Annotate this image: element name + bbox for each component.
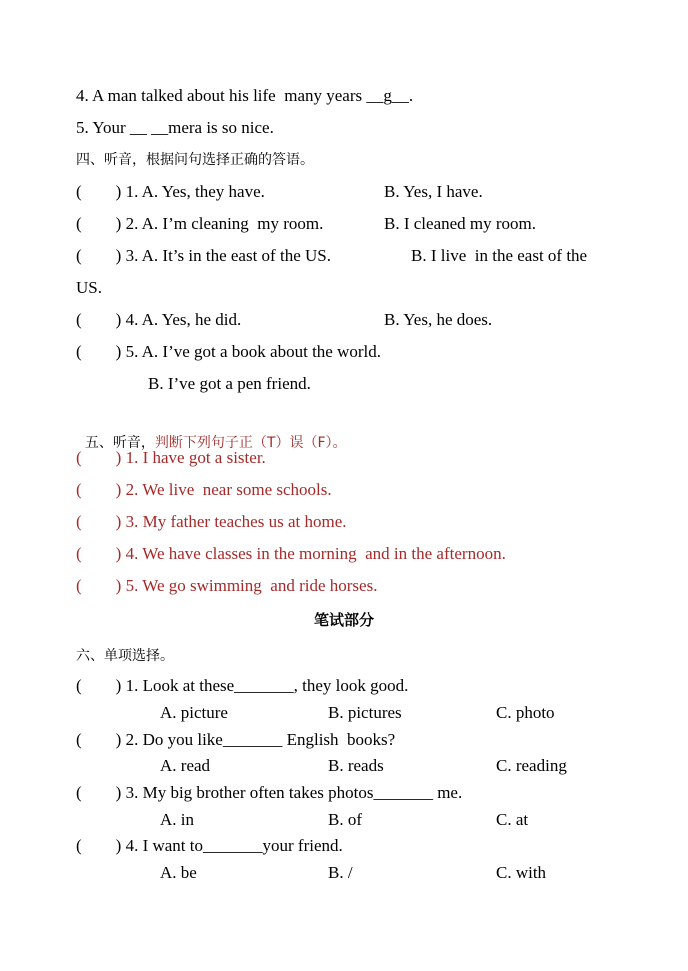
p6-q2-option-a: A. read (160, 756, 211, 775)
p5-item-5: ( ) 5. We go swimming and ride horses. (76, 576, 378, 595)
p6-q2-option-b: B. reads (328, 756, 384, 775)
p4-q3-wrap: US. (76, 278, 102, 297)
p5-item-4: ( ) 4. We have classes in the morning and in the afternoon. (76, 544, 506, 563)
p5-item-1: ( ) 1. I have got a sister. (76, 448, 266, 467)
p6-q1: ( ) 1. Look at these_______, they look good. (76, 676, 409, 695)
p4-q1-b: B. Yes, I have. (384, 182, 483, 201)
p6-q1-option-b: B. pictures (328, 703, 402, 722)
p4-q3-a: ( ) 3. A. It’s in the east of the US. (76, 246, 331, 265)
p5-item-3: ( ) 3. My father teaches us at home. (76, 512, 347, 531)
p6-q2-option-c: C. reading (496, 756, 567, 775)
p4-q2-a: ( ) 2. A. I’m cleaning my room. (76, 214, 324, 233)
section-6-heading: 六、单项选择。 (76, 648, 174, 664)
p6-q4: ( ) 4. I want to_______your friend. (76, 836, 343, 855)
p5-item-2: ( ) 2. We live near some schools. (76, 480, 332, 499)
section-4-heading: 四、听音，根据问句选择正确的答语。 (76, 152, 314, 168)
question-4: 4. A man talked about his life many years __g__. (76, 86, 414, 105)
p4-q4-b: B. Yes, he does. (384, 310, 493, 329)
section-5-heading-black: 五、听音， (84, 435, 155, 451)
p6-q4-option-c: C. with (496, 863, 547, 882)
p6-q3: ( ) 3. My big brother often takes photos_______ me. (76, 783, 463, 802)
p6-q1-option-c: C. photo (496, 703, 555, 722)
p6-q4-option-b: B. / (328, 863, 353, 882)
section-5-heading (76, 413, 347, 453)
p4-q1-a: ( ) 1. A. Yes, they have. (76, 182, 265, 201)
p6-q1-option-a: A. picture (160, 703, 228, 722)
p4-q3-b: B. I live in the east of the (411, 246, 588, 265)
p6-q2: ( ) 2. Do you like_______ English books? (76, 730, 396, 749)
p6-q4-option-a: A. be (160, 863, 197, 882)
p4-q5-b: B. I’ve got a pen friend. (148, 374, 311, 393)
p4-q4-a: ( ) 4. A. Yes, he did. (76, 310, 242, 329)
p6-q3-option-a: A. in (160, 810, 194, 829)
p6-q3-option-b: B. of (328, 810, 362, 829)
p4-q2-b: B. I cleaned my room. (384, 214, 537, 233)
question-5: 5. Your __ __mera is so nice. (76, 118, 274, 137)
section-5-heading-red: 判断下列句子正（T）误（F）。 (154, 435, 347, 451)
p6-q3-option-c: C. at (496, 810, 529, 829)
p4-q5-a: ( ) 5. A. I’ve got a book about the world. (76, 342, 381, 361)
written-section-title: 笔试部分 (313, 611, 374, 629)
